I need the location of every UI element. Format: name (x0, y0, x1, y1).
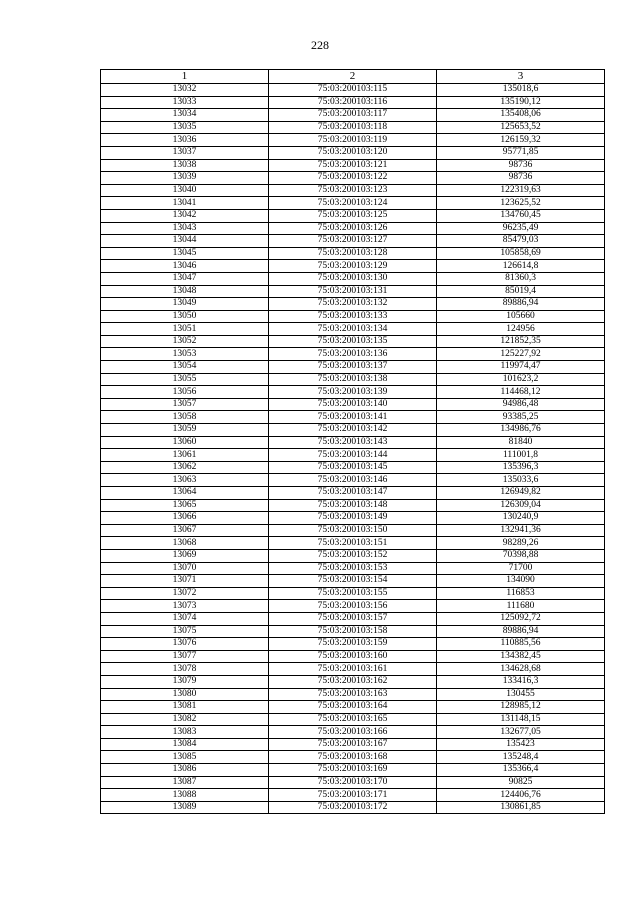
row-number-cell: 13041 (101, 197, 269, 210)
cadastral-number-cell: 75:03:200103:123 (269, 184, 437, 197)
table-row (101, 600, 605, 613)
table-row (101, 260, 605, 273)
cadastral-number-cell: 75:03:200103:130 (269, 272, 437, 285)
cadastral-number-cell: 75:03:200103:154 (269, 575, 437, 588)
cadastral-number-cell: 75:03:200103:172 (269, 801, 437, 814)
table-row (101, 461, 605, 474)
row-number-cell: 13040 (101, 184, 269, 197)
data-table (100, 69, 605, 814)
cadastral-number-cell: 75:03:200103:131 (269, 285, 437, 298)
cadastral-number-cell: 75:03:200103:119 (269, 134, 437, 147)
row-number-cell: 13062 (101, 461, 269, 474)
value-cell: 95771,85 (437, 146, 605, 159)
table-row (101, 701, 605, 714)
value-cell: 119974,47 (437, 361, 605, 374)
value-cell: 89886,94 (437, 625, 605, 638)
table-row (101, 726, 605, 739)
value-cell: 134090 (437, 575, 605, 588)
cadastral-number-cell: 75:03:200103:144 (269, 449, 437, 462)
row-number-cell: 13073 (101, 600, 269, 613)
table-row (101, 474, 605, 487)
row-number-cell: 13063 (101, 474, 269, 487)
value-cell: 130861,85 (437, 801, 605, 814)
table-row (101, 549, 605, 562)
value-cell: 135423 (437, 738, 605, 751)
cadastral-number-cell: 75:03:200103:127 (269, 235, 437, 248)
cadastral-number-cell: 75:03:200103:167 (269, 738, 437, 751)
value-cell: 85019,4 (437, 285, 605, 298)
value-cell: 124956 (437, 323, 605, 336)
value-cell: 93385,25 (437, 411, 605, 424)
cadastral-number-cell: 75:03:200103:137 (269, 361, 437, 374)
cadastral-number-cell: 75:03:200103:140 (269, 398, 437, 411)
row-number-cell: 13050 (101, 310, 269, 323)
column-header-1: 1 (101, 70, 269, 84)
value-cell: 110885,56 (437, 638, 605, 651)
cadastral-number-cell: 75:03:200103:141 (269, 411, 437, 424)
row-number-cell: 13079 (101, 675, 269, 688)
value-cell: 111001,8 (437, 449, 605, 462)
cadastral-number-cell: 75:03:200103:161 (269, 663, 437, 676)
value-cell: 125092,72 (437, 612, 605, 625)
row-number-cell: 13067 (101, 524, 269, 537)
table-row (101, 587, 605, 600)
cadastral-number-cell: 75:03:200103:158 (269, 625, 437, 638)
value-cell: 125653,52 (437, 121, 605, 134)
value-cell: 130455 (437, 688, 605, 701)
table-row (101, 159, 605, 172)
value-cell: 114468,12 (437, 386, 605, 399)
cadastral-number-cell: 75:03:200103:159 (269, 638, 437, 651)
cadastral-number-cell: 75:03:200103:163 (269, 688, 437, 701)
cadastral-number-cell: 75:03:200103:136 (269, 348, 437, 361)
row-number-cell: 13076 (101, 638, 269, 651)
value-cell: 116853 (437, 587, 605, 600)
row-number-cell: 13035 (101, 121, 269, 134)
value-cell: 133416,3 (437, 675, 605, 688)
row-number-cell: 13048 (101, 285, 269, 298)
row-number-cell: 13046 (101, 260, 269, 273)
row-number-cell: 13051 (101, 323, 269, 336)
cadastral-number-cell: 75:03:200103:117 (269, 109, 437, 122)
cadastral-number-cell: 75:03:200103:129 (269, 260, 437, 273)
table-row (101, 776, 605, 789)
row-number-cell: 13069 (101, 549, 269, 562)
table-row (101, 650, 605, 663)
table-row (101, 789, 605, 802)
table-row (101, 764, 605, 777)
row-number-cell: 13077 (101, 650, 269, 663)
row-number-cell: 13039 (101, 172, 269, 185)
value-cell: 126309,04 (437, 499, 605, 512)
table-row (101, 285, 605, 298)
table-row (101, 562, 605, 575)
table-row (101, 638, 605, 651)
value-cell: 131148,15 (437, 713, 605, 726)
cadastral-number-cell: 75:03:200103:155 (269, 587, 437, 600)
cadastral-number-cell: 75:03:200103:125 (269, 209, 437, 222)
table-row (101, 335, 605, 348)
cadastral-number-cell: 75:03:200103:166 (269, 726, 437, 739)
row-number-cell: 13071 (101, 575, 269, 588)
table-row (101, 222, 605, 235)
value-cell: 135366,4 (437, 764, 605, 777)
cadastral-number-cell: 75:03:200103:153 (269, 562, 437, 575)
cadastral-number-cell: 75:03:200103:124 (269, 197, 437, 210)
table-row (101, 424, 605, 437)
cadastral-number-cell: 75:03:200103:134 (269, 323, 437, 336)
cadastral-number-cell: 75:03:200103:122 (269, 172, 437, 185)
row-number-cell: 13084 (101, 738, 269, 751)
row-number-cell: 13083 (101, 726, 269, 739)
table-row (101, 96, 605, 109)
value-cell: 135033,6 (437, 474, 605, 487)
cadastral-number-cell: 75:03:200103:135 (269, 335, 437, 348)
row-number-cell: 13075 (101, 625, 269, 638)
table-row (101, 172, 605, 185)
row-number-cell: 13036 (101, 134, 269, 147)
table-row (101, 537, 605, 550)
value-cell: 126949,82 (437, 487, 605, 500)
row-number-cell: 13060 (101, 436, 269, 449)
cadastral-number-cell: 75:03:200103:116 (269, 96, 437, 109)
table-row (101, 801, 605, 814)
table-row (101, 738, 605, 751)
table-row (101, 411, 605, 424)
value-cell: 124406,76 (437, 789, 605, 802)
cadastral-number-cell: 75:03:200103:115 (269, 84, 437, 97)
table-row (101, 209, 605, 222)
cadastral-number-cell: 75:03:200103:120 (269, 146, 437, 159)
cadastral-number-cell: 75:03:200103:128 (269, 247, 437, 260)
value-cell: 135248,4 (437, 751, 605, 764)
value-cell: 121852,35 (437, 335, 605, 348)
table-row (101, 751, 605, 764)
table-row (101, 663, 605, 676)
value-cell: 130240,9 (437, 512, 605, 525)
row-number-cell: 13078 (101, 663, 269, 676)
row-number-cell: 13044 (101, 235, 269, 248)
table-row (101, 487, 605, 500)
value-cell: 96235,49 (437, 222, 605, 235)
row-number-cell: 13089 (101, 801, 269, 814)
cadastral-number-cell: 75:03:200103:118 (269, 121, 437, 134)
cadastral-number-cell: 75:03:200103:165 (269, 713, 437, 726)
cadastral-number-cell: 75:03:200103:126 (269, 222, 437, 235)
value-cell: 132677,05 (437, 726, 605, 739)
table-row (101, 235, 605, 248)
value-cell: 81840 (437, 436, 605, 449)
column-header-3: 3 (437, 70, 605, 84)
row-number-cell: 13037 (101, 146, 269, 159)
value-cell: 94986,48 (437, 398, 605, 411)
table-body (101, 84, 605, 814)
table-row (101, 323, 605, 336)
value-cell: 98736 (437, 159, 605, 172)
table-row (101, 524, 605, 537)
table-row (101, 436, 605, 449)
cadastral-number-cell: 75:03:200103:162 (269, 675, 437, 688)
table-row (101, 575, 605, 588)
row-number-cell: 13034 (101, 109, 269, 122)
cadastral-number-cell: 75:03:200103:147 (269, 487, 437, 500)
cadastral-number-cell: 75:03:200103:160 (269, 650, 437, 663)
row-number-cell: 13072 (101, 587, 269, 600)
value-cell: 134760,45 (437, 209, 605, 222)
table-row (101, 361, 605, 374)
cadastral-number-cell: 75:03:200103:146 (269, 474, 437, 487)
table-row (101, 146, 605, 159)
value-cell: 123625,52 (437, 197, 605, 210)
row-number-cell: 13066 (101, 512, 269, 525)
row-number-cell: 13047 (101, 272, 269, 285)
value-cell: 128985,12 (437, 701, 605, 714)
value-cell: 134382,45 (437, 650, 605, 663)
row-number-cell: 13070 (101, 562, 269, 575)
table-row (101, 84, 605, 97)
row-number-cell: 13074 (101, 612, 269, 625)
table-row (101, 373, 605, 386)
table-row (101, 499, 605, 512)
cadastral-number-cell: 75:03:200103:157 (269, 612, 437, 625)
cadastral-number-cell: 75:03:200103:152 (269, 549, 437, 562)
row-number-cell: 13086 (101, 764, 269, 777)
row-number-cell: 13056 (101, 386, 269, 399)
table-row (101, 449, 605, 462)
value-cell: 122319,63 (437, 184, 605, 197)
value-cell: 89886,94 (437, 298, 605, 311)
value-cell: 135018,6 (437, 84, 605, 97)
row-number-cell: 13085 (101, 751, 269, 764)
table-row (101, 197, 605, 210)
table-row (101, 386, 605, 399)
table-row (101, 625, 605, 638)
cadastral-number-cell: 75:03:200103:151 (269, 537, 437, 550)
row-number-cell: 13052 (101, 335, 269, 348)
page-number: 228 (311, 38, 329, 52)
cadastral-number-cell: 75:03:200103:142 (269, 424, 437, 437)
cadastral-number-cell: 75:03:200103:143 (269, 436, 437, 449)
table-row (101, 675, 605, 688)
cadastral-number-cell: 75:03:200103:150 (269, 524, 437, 537)
table-row (101, 298, 605, 311)
table-row (101, 688, 605, 701)
cadastral-number-cell: 75:03:200103:145 (269, 461, 437, 474)
cadastral-number-cell: 75:03:200103:170 (269, 776, 437, 789)
cadastral-number-cell: 75:03:200103:156 (269, 600, 437, 613)
value-cell: 105858,69 (437, 247, 605, 260)
row-number-cell: 13061 (101, 449, 269, 462)
table-row (101, 272, 605, 285)
table-row (101, 184, 605, 197)
table-row (101, 247, 605, 260)
row-number-cell: 13058 (101, 411, 269, 424)
cadastral-number-cell: 75:03:200103:133 (269, 310, 437, 323)
table-row (101, 612, 605, 625)
row-number-cell: 13088 (101, 789, 269, 802)
table-row (101, 348, 605, 361)
value-cell: 111680 (437, 600, 605, 613)
table-row (101, 121, 605, 134)
value-cell: 85479,03 (437, 235, 605, 248)
row-number-cell: 13068 (101, 537, 269, 550)
cadastral-number-cell: 75:03:200103:138 (269, 373, 437, 386)
row-number-cell: 13065 (101, 499, 269, 512)
value-cell: 81360,3 (437, 272, 605, 285)
value-cell: 126159,32 (437, 134, 605, 147)
value-cell: 101623,2 (437, 373, 605, 386)
value-cell: 125227,92 (437, 348, 605, 361)
cadastral-number-cell: 75:03:200103:164 (269, 701, 437, 714)
row-number-cell: 13057 (101, 398, 269, 411)
value-cell: 134628,68 (437, 663, 605, 676)
cadastral-number-cell: 75:03:200103:168 (269, 751, 437, 764)
cadastral-number-cell: 75:03:200103:132 (269, 298, 437, 311)
value-cell: 135190,12 (437, 96, 605, 109)
value-cell: 126614,8 (437, 260, 605, 273)
row-number-cell: 13049 (101, 298, 269, 311)
cadastral-number-cell: 75:03:200103:139 (269, 386, 437, 399)
row-number-cell: 13045 (101, 247, 269, 260)
value-cell: 135396,3 (437, 461, 605, 474)
value-cell: 135408,06 (437, 109, 605, 122)
table-row (101, 512, 605, 525)
value-cell: 71700 (437, 562, 605, 575)
row-number-cell: 13043 (101, 222, 269, 235)
row-number-cell: 13081 (101, 701, 269, 714)
row-number-cell: 13064 (101, 487, 269, 500)
table-row (101, 310, 605, 323)
cadastral-number-cell: 75:03:200103:121 (269, 159, 437, 172)
row-number-cell: 13038 (101, 159, 269, 172)
value-cell: 134986,76 (437, 424, 605, 437)
cadastral-number-cell: 75:03:200103:171 (269, 789, 437, 802)
cadastral-number-cell: 75:03:200103:169 (269, 764, 437, 777)
table-row (101, 713, 605, 726)
cadastral-number-cell: 75:03:200103:148 (269, 499, 437, 512)
value-cell: 90825 (437, 776, 605, 789)
table-row (101, 109, 605, 122)
cadastral-number-cell: 75:03:200103:149 (269, 512, 437, 525)
row-number-cell: 13033 (101, 96, 269, 109)
value-cell: 105660 (437, 310, 605, 323)
table-header-row (101, 70, 605, 84)
row-number-cell: 13053 (101, 348, 269, 361)
row-number-cell: 13082 (101, 713, 269, 726)
value-cell: 98736 (437, 172, 605, 185)
value-cell: 132941,36 (437, 524, 605, 537)
value-cell: 70398,88 (437, 549, 605, 562)
row-number-cell: 13042 (101, 209, 269, 222)
column-header-2: 2 (269, 70, 437, 84)
row-number-cell: 13059 (101, 424, 269, 437)
row-number-cell: 13032 (101, 84, 269, 97)
row-number-cell: 13080 (101, 688, 269, 701)
row-number-cell: 13055 (101, 373, 269, 386)
table-row (101, 398, 605, 411)
row-number-cell: 13054 (101, 361, 269, 374)
row-number-cell: 13087 (101, 776, 269, 789)
value-cell: 98289,26 (437, 537, 605, 550)
table-row (101, 134, 605, 147)
